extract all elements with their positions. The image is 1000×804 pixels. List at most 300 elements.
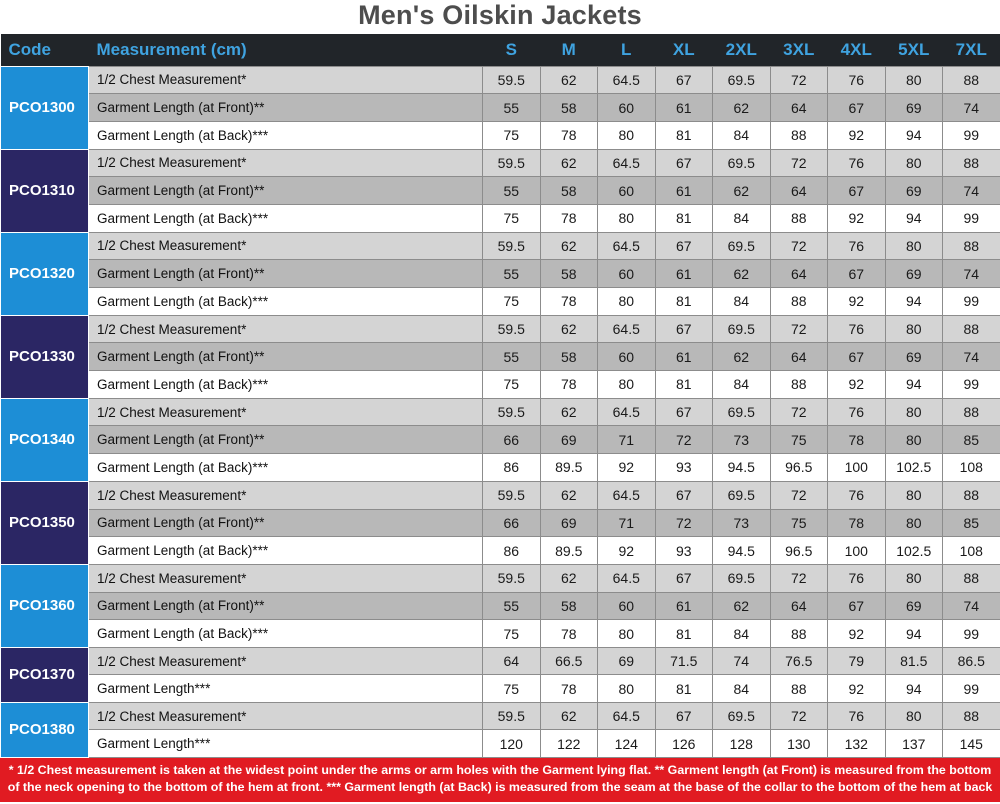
size-value: 81	[655, 288, 713, 316]
table-row	[1, 232, 1000, 260]
measurement-label: Garment Length (at Front)**	[89, 426, 483, 454]
measurement-label: 1/2 Chest Measurement*	[89, 232, 483, 260]
product-code: PCO1340	[1, 398, 89, 481]
size-value: 92	[828, 371, 886, 399]
size-value: 66	[483, 509, 541, 537]
size-value: 99	[943, 288, 1000, 316]
size-value: 69.5	[713, 315, 771, 343]
size-value: 86.5	[943, 647, 1000, 675]
measurement-label: Garment Length (at Back)***	[89, 371, 483, 399]
size-value: 93	[655, 454, 713, 482]
size-value: 64	[770, 343, 828, 371]
size-value: 122	[540, 730, 598, 758]
size-value: 132	[828, 730, 886, 758]
size-value: 80	[598, 675, 656, 703]
size-value: 79	[828, 647, 886, 675]
size-value: 69	[885, 592, 943, 620]
size-value: 69	[885, 177, 943, 205]
size-value: 76	[828, 398, 886, 426]
size-value: 60	[598, 343, 656, 371]
size-value: 88	[770, 288, 828, 316]
size-value: 67	[655, 66, 713, 94]
table-row	[1, 481, 1000, 509]
size-value: 99	[943, 620, 1000, 648]
size-value: 73	[713, 509, 771, 537]
size-value: 69	[540, 509, 598, 537]
size-value: 78	[540, 288, 598, 316]
size-value: 75	[483, 204, 541, 232]
size-value: 137	[885, 730, 943, 758]
size-value: 75	[483, 121, 541, 149]
size-value: 58	[540, 260, 598, 288]
size-value: 80	[598, 121, 656, 149]
header-size: 2XL	[725, 39, 757, 59]
size-value: 81.5	[885, 647, 943, 675]
size-value: 88	[943, 398, 1000, 426]
size-value: 72	[655, 509, 713, 537]
size-value: 88	[943, 564, 1000, 592]
size-value: 80	[598, 620, 656, 648]
size-value: 76	[828, 702, 886, 730]
size-value: 76	[828, 481, 886, 509]
size-value: 72	[770, 149, 828, 177]
size-value: 94	[885, 371, 943, 399]
size-value: 69.5	[713, 702, 771, 730]
size-value: 67	[655, 702, 713, 730]
size-value: 92	[598, 537, 656, 565]
table-row	[1, 121, 1000, 149]
size-value: 55	[483, 592, 541, 620]
size-value: 59.5	[483, 564, 541, 592]
size-value: 62	[540, 481, 598, 509]
size-value: 64.5	[598, 481, 656, 509]
size-value: 69.5	[713, 398, 771, 426]
size-value: 71.5	[655, 647, 713, 675]
product-code: PCO1310	[1, 149, 89, 232]
size-value: 88	[943, 481, 1000, 509]
size-value: 128	[713, 730, 771, 758]
size-value: 88	[943, 66, 1000, 94]
size-value: 85	[943, 426, 1000, 454]
size-value: 69	[885, 343, 943, 371]
table-row	[1, 537, 1000, 565]
size-value: 64.5	[598, 564, 656, 592]
size-value: 94	[885, 620, 943, 648]
table-row	[1, 675, 1000, 703]
size-value: 94	[885, 204, 943, 232]
size-value: 69	[598, 647, 656, 675]
size-value: 59.5	[483, 481, 541, 509]
measurement-label: 1/2 Chest Measurement*	[89, 149, 483, 177]
header-size: S	[505, 39, 517, 59]
size-value: 64	[770, 94, 828, 122]
table-row	[1, 426, 1000, 454]
size-value: 62	[540, 398, 598, 426]
measurement-label: Garment Length (at Back)***	[89, 121, 483, 149]
size-value: 75	[483, 620, 541, 648]
size-value: 64	[483, 647, 541, 675]
measurement-label: Garment Length (at Front)**	[89, 592, 483, 620]
size-value: 74	[943, 260, 1000, 288]
size-value: 62	[540, 66, 598, 94]
product-code: PCO1360	[1, 564, 89, 647]
size-value: 59.5	[483, 702, 541, 730]
header-code: Code	[8, 39, 51, 59]
size-value: 58	[540, 592, 598, 620]
measurement-label: Garment Length (at Front)**	[89, 343, 483, 371]
size-value: 80	[885, 509, 943, 537]
size-value: 88	[943, 232, 1000, 260]
table-row	[1, 288, 1000, 316]
measurement-label: 1/2 Chest Measurement*	[89, 66, 483, 94]
measurement-label: 1/2 Chest Measurement*	[89, 647, 483, 675]
size-value: 92	[598, 454, 656, 482]
table-row	[1, 564, 1000, 592]
size-value: 67	[655, 481, 713, 509]
measurement-label: Garment Length (at Front)**	[89, 509, 483, 537]
size-value: 64.5	[598, 66, 656, 94]
size-value: 72	[655, 426, 713, 454]
product-code: PCO1370	[1, 647, 89, 702]
size-value: 67	[655, 149, 713, 177]
size-value: 88	[943, 702, 1000, 730]
size-value: 81	[655, 620, 713, 648]
size-value: 62	[713, 260, 771, 288]
size-value: 88	[770, 121, 828, 149]
size-value: 78	[540, 620, 598, 648]
size-value: 100	[828, 454, 886, 482]
size-value: 75	[770, 426, 828, 454]
measurement-label: Garment Length (at Front)**	[89, 260, 483, 288]
size-value: 59.5	[483, 315, 541, 343]
size-value: 74	[943, 177, 1000, 205]
size-value: 89.5	[540, 537, 598, 565]
table-row	[1, 702, 1000, 730]
table-row	[1, 398, 1000, 426]
size-value: 67	[828, 94, 886, 122]
size-value: 64	[770, 592, 828, 620]
size-value: 67	[655, 398, 713, 426]
size-value: 78	[540, 121, 598, 149]
size-value: 76	[828, 315, 886, 343]
header-measurement: Measurement (cm)	[96, 39, 247, 59]
size-value: 80	[598, 371, 656, 399]
size-value: 102.5	[885, 454, 943, 482]
table-row	[1, 454, 1000, 482]
size-value: 69	[885, 260, 943, 288]
size-value: 75	[483, 371, 541, 399]
size-value: 99	[943, 204, 1000, 232]
size-value: 67	[655, 564, 713, 592]
measurement-label: Garment Length (at Back)***	[89, 537, 483, 565]
size-value: 102.5	[885, 537, 943, 565]
header-size: L	[621, 39, 632, 59]
size-value: 89.5	[540, 454, 598, 482]
size-value: 81	[655, 121, 713, 149]
size-value: 55	[483, 94, 541, 122]
size-value: 74	[713, 647, 771, 675]
size-value: 84	[713, 121, 771, 149]
size-value: 76	[828, 232, 886, 260]
size-value: 78	[828, 426, 886, 454]
table-row	[1, 592, 1000, 620]
size-value: 80	[598, 288, 656, 316]
size-value: 85	[943, 509, 1000, 537]
size-value: 62	[713, 592, 771, 620]
size-value: 58	[540, 177, 598, 205]
product-code: PCO1380	[1, 702, 89, 757]
table-row	[1, 371, 1000, 399]
size-value: 59.5	[483, 232, 541, 260]
size-value: 67	[828, 260, 886, 288]
size-value: 69.5	[713, 232, 771, 260]
size-value: 93	[655, 537, 713, 565]
size-value: 72	[770, 66, 828, 94]
size-value: 72	[770, 315, 828, 343]
size-value: 81	[655, 204, 713, 232]
size-value: 80	[885, 66, 943, 94]
size-value: 80	[885, 315, 943, 343]
size-value: 130	[770, 730, 828, 758]
size-value: 61	[655, 177, 713, 205]
size-value: 78	[828, 509, 886, 537]
size-value: 86	[483, 454, 541, 482]
size-value: 62	[540, 564, 598, 592]
size-value: 60	[598, 260, 656, 288]
size-value: 108	[943, 454, 1000, 482]
size-chart-table	[0, 34, 1000, 758]
table-row	[1, 204, 1000, 232]
size-value: 69.5	[713, 66, 771, 94]
size-value: 62	[713, 94, 771, 122]
size-value: 100	[828, 537, 886, 565]
size-value: 62	[540, 149, 598, 177]
size-value: 74	[943, 94, 1000, 122]
size-value: 62	[713, 343, 771, 371]
size-value: 72	[770, 481, 828, 509]
measurement-label: Garment Length***	[89, 675, 483, 703]
size-value: 92	[828, 675, 886, 703]
size-value: 62	[540, 702, 598, 730]
size-value: 86	[483, 537, 541, 565]
size-value: 76	[828, 564, 886, 592]
size-value: 80	[885, 702, 943, 730]
size-value: 67	[655, 315, 713, 343]
size-value: 74	[943, 343, 1000, 371]
size-value: 80	[885, 149, 943, 177]
size-value: 66	[483, 426, 541, 454]
size-value: 88	[770, 675, 828, 703]
size-value: 75	[483, 675, 541, 703]
size-value: 88	[770, 204, 828, 232]
size-value: 99	[943, 371, 1000, 399]
size-value: 76	[828, 66, 886, 94]
size-value: 92	[828, 288, 886, 316]
table-row	[1, 343, 1000, 371]
measurement-label: Garment Length (at Back)***	[89, 454, 483, 482]
size-value: 59.5	[483, 398, 541, 426]
size-value: 62	[713, 177, 771, 205]
size-value: 88	[770, 620, 828, 648]
size-value: 64	[770, 260, 828, 288]
size-value: 59.5	[483, 149, 541, 177]
size-value: 74	[943, 592, 1000, 620]
size-value: 96.5	[770, 537, 828, 565]
size-value: 71	[598, 509, 656, 537]
size-value: 69.5	[713, 149, 771, 177]
size-value: 99	[943, 121, 1000, 149]
size-value: 67	[828, 177, 886, 205]
size-value: 69	[885, 94, 943, 122]
table-row	[1, 647, 1000, 675]
size-value: 64.5	[598, 149, 656, 177]
size-value: 67	[828, 592, 886, 620]
header-row	[1, 34, 1000, 66]
measurement-label: Garment Length (at Back)***	[89, 620, 483, 648]
size-value: 88	[943, 315, 1000, 343]
table-row	[1, 177, 1000, 205]
measurement-label: 1/2 Chest Measurement*	[89, 564, 483, 592]
size-value: 84	[713, 675, 771, 703]
size-value: 84	[713, 204, 771, 232]
table-row	[1, 730, 1000, 758]
size-value: 66.5	[540, 647, 598, 675]
header-size: 5XL	[898, 39, 930, 59]
size-value: 124	[598, 730, 656, 758]
size-value: 67	[655, 232, 713, 260]
size-value: 69.5	[713, 564, 771, 592]
measurement-label: Garment Length (at Front)**	[89, 177, 483, 205]
header-size: 7XL	[955, 39, 987, 59]
size-value: 58	[540, 343, 598, 371]
measurement-label: Garment Length (at Back)***	[89, 288, 483, 316]
size-value: 75	[483, 288, 541, 316]
size-value: 94	[885, 288, 943, 316]
size-value: 58	[540, 94, 598, 122]
size-value: 61	[655, 592, 713, 620]
size-value: 71	[598, 426, 656, 454]
product-code: PCO1350	[1, 481, 89, 564]
size-value: 72	[770, 398, 828, 426]
size-value: 94	[885, 675, 943, 703]
table-row	[1, 509, 1000, 537]
table-row	[1, 315, 1000, 343]
measurement-label: 1/2 Chest Measurement*	[89, 702, 483, 730]
size-value: 94	[885, 121, 943, 149]
size-value: 80	[885, 481, 943, 509]
size-value: 108	[943, 537, 1000, 565]
size-value: 92	[828, 620, 886, 648]
size-value: 78	[540, 204, 598, 232]
header-size: 4XL	[840, 39, 872, 59]
size-value: 61	[655, 94, 713, 122]
size-value: 84	[713, 620, 771, 648]
size-value: 69.5	[713, 481, 771, 509]
size-value: 120	[483, 730, 541, 758]
page-title: Men's Oilskin Jackets	[358, 0, 642, 30]
size-value: 94.5	[713, 454, 771, 482]
size-value: 84	[713, 371, 771, 399]
measurement-label: 1/2 Chest Measurement*	[89, 398, 483, 426]
table-body	[1, 66, 1000, 757]
measurement-label: 1/2 Chest Measurement*	[89, 315, 483, 343]
size-value: 78	[540, 371, 598, 399]
size-value: 59.5	[483, 66, 541, 94]
size-value: 81	[655, 675, 713, 703]
product-code: PCO1320	[1, 232, 89, 315]
size-value: 72	[770, 564, 828, 592]
header-size: 3XL	[783, 39, 815, 59]
size-value: 72	[770, 232, 828, 260]
size-value: 145	[943, 730, 1000, 758]
measurement-label: Garment Length***	[89, 730, 483, 758]
measurement-label: 1/2 Chest Measurement*	[89, 481, 483, 509]
table-row	[1, 66, 1000, 94]
size-value: 88	[943, 149, 1000, 177]
size-value: 94.5	[713, 537, 771, 565]
size-value: 78	[540, 675, 598, 703]
size-value: 55	[483, 260, 541, 288]
size-value: 64.5	[598, 702, 656, 730]
header-size: M	[561, 39, 576, 59]
size-value: 96.5	[770, 454, 828, 482]
size-value: 64	[770, 177, 828, 205]
size-value: 62	[540, 232, 598, 260]
size-value: 64.5	[598, 232, 656, 260]
table-row	[1, 149, 1000, 177]
size-value: 60	[598, 94, 656, 122]
size-value: 76.5	[770, 647, 828, 675]
size-value: 84	[713, 288, 771, 316]
size-value: 60	[598, 592, 656, 620]
size-value: 61	[655, 343, 713, 371]
table-row	[1, 94, 1000, 122]
size-value: 80	[885, 398, 943, 426]
size-value: 69	[540, 426, 598, 454]
size-value: 76	[828, 149, 886, 177]
size-value: 80	[598, 204, 656, 232]
size-value: 73	[713, 426, 771, 454]
size-value: 61	[655, 260, 713, 288]
size-value: 80	[885, 232, 943, 260]
size-value: 80	[885, 426, 943, 454]
size-value: 64.5	[598, 315, 656, 343]
size-value: 67	[828, 343, 886, 371]
size-value: 88	[770, 371, 828, 399]
product-code: PCO1330	[1, 315, 89, 398]
size-value: 72	[770, 702, 828, 730]
size-value: 60	[598, 177, 656, 205]
footnote: * 1/2 Chest measurement is taken at the widest point under the arms or arm holes with the Garment lying flat. ** Garment length (at Front) is measured from the bottom of the neck opening to the bottom of the hem at front. *** Garment length (at Back) is measured from the seam at the base of the collar to the bottom of the hem at back	[0, 758, 1000, 802]
size-value: 126	[655, 730, 713, 758]
size-value: 80	[885, 564, 943, 592]
product-code: PCO1300	[1, 66, 89, 149]
size-value: 55	[483, 177, 541, 205]
size-value: 92	[828, 204, 886, 232]
size-value: 99	[943, 675, 1000, 703]
size-value: 81	[655, 371, 713, 399]
measurement-label: Garment Length (at Front)**	[89, 94, 483, 122]
size-value: 92	[828, 121, 886, 149]
table-row	[1, 620, 1000, 648]
table-row	[1, 260, 1000, 288]
size-value: 75	[770, 509, 828, 537]
size-value: 62	[540, 315, 598, 343]
measurement-label: Garment Length (at Back)***	[89, 204, 483, 232]
size-value: 64.5	[598, 398, 656, 426]
header-size: XL	[672, 39, 695, 59]
size-value: 55	[483, 343, 541, 371]
